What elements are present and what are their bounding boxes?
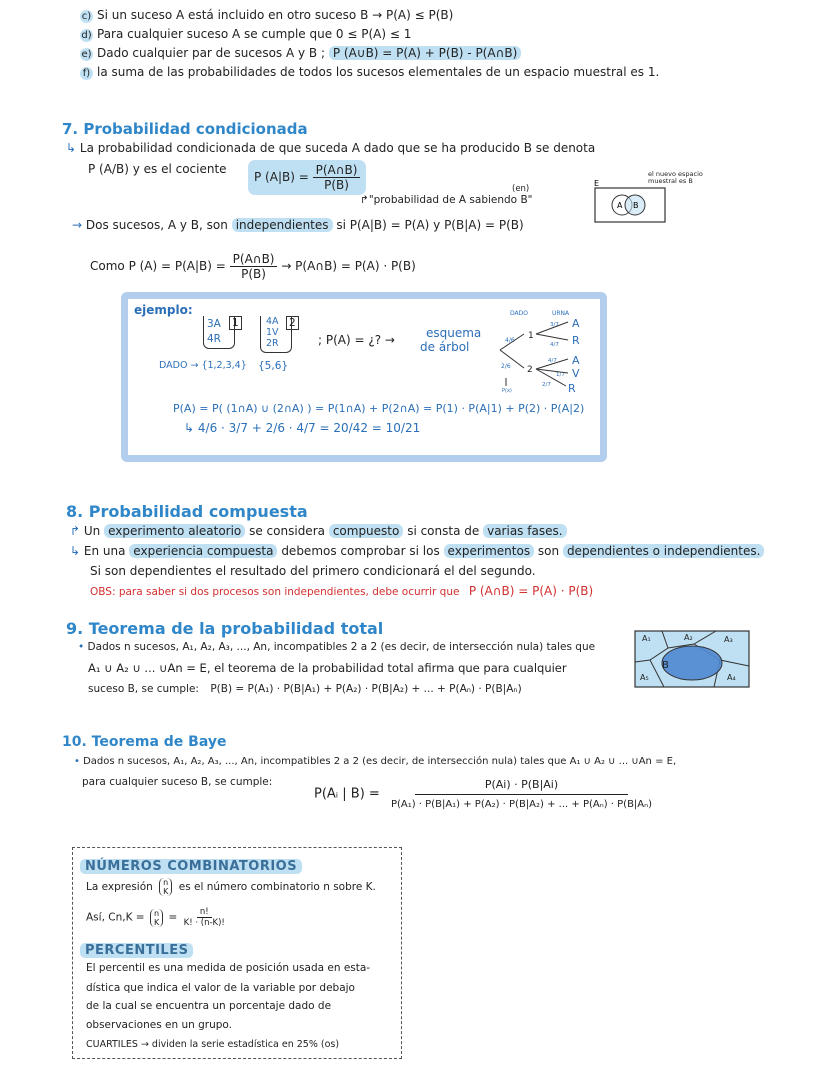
s8-l1-d: compuesto (329, 524, 404, 538)
s7-indep-pre: Dos sucesos, A y B, son (85, 218, 228, 232)
percentiles-line1: El percentil es una medida de posición usada en esta- (86, 962, 371, 974)
s8-l1-e: si consta de (407, 524, 480, 538)
partition-b-ellipse (662, 646, 722, 680)
s7-indep-formula: P(A|B) = P(A) y P(B|A) = P(B) (349, 218, 524, 232)
tree-a2: 4/7 (548, 358, 557, 364)
urn-2-mid: 1V (266, 327, 279, 338)
s8-l2-b: experiencia compuesta (129, 544, 277, 558)
s7-indep-post: si (336, 218, 346, 232)
venn-b-label: B (633, 201, 639, 210)
property-f (80, 65, 659, 80)
s8-line3: Si son dependientes el resultado del primero condicionará el del segundo. (90, 564, 536, 578)
partition-b: B (662, 660, 669, 671)
s7-line2: P (A/B) y es el cociente (88, 162, 227, 176)
s10-line2: para cualquier suceso B, se cumple: (82, 776, 273, 788)
s9-line1 (78, 641, 595, 653)
branch-arrow-icon-2: ↳ (70, 544, 81, 558)
s7-como-lhs: Como P (A) = P(A|B) = (90, 259, 226, 273)
tree-v2: 1/7 (556, 372, 565, 378)
property-d-letter: d) (81, 30, 92, 41)
percentiles-title (80, 939, 193, 958)
s9-line1-text: Dados n sucesos, A₁, A₂, A₃, ..., An, incompatibles 2 a 2 (es decir, de intersección nula) tales que (87, 641, 596, 653)
s7-independence (72, 218, 524, 232)
property-e-letter: e) (81, 49, 92, 60)
binomial-n: n (163, 878, 169, 887)
combinatorics-line2-a: Así, Cn,K = (86, 911, 145, 924)
venn-note: el nuevo espacio muestral es B (648, 170, 703, 185)
property-d-text: Para cualquier suceso A se cumple que 0 ≤ P(A) ≤ 1 (97, 27, 412, 41)
example-eq2-text: 4/6 · 3/7 + 2/6 · 4/7 = 20/42 = 10/21 (197, 421, 421, 435)
partition-diagram-icon (634, 630, 750, 688)
binomial-symbol-2 (150, 909, 163, 927)
urn-2-number: 2 (286, 316, 299, 330)
combinatorics-line2: Así, Cn,K = n K = $\frac{n!}{K! \cdot (n-K)!}$ (86, 907, 228, 928)
tree-leaf-a2: A (572, 354, 580, 367)
s9-formula: P(B) = P(A₁) · P(B|A₁) + P(A₂) · P(B|A₂) + ... + P(Aₙ) · P(B|Aₙ) (210, 683, 522, 695)
combinatorics-den: K! · (n-K)! (183, 918, 225, 928)
section-9-title: 9. Teorema de la probabilidad total (66, 619, 384, 638)
tree-node-2: 2 (527, 365, 533, 375)
urn2-set: {5,6} (258, 360, 289, 372)
s7-como-rhs: → P(A∩B) = P(A) · P(B) (281, 259, 416, 273)
combinatorics-line1-b: es el número combinatorio n sobre K. (178, 881, 376, 893)
venn-a-label: A (617, 201, 623, 210)
dado-set: DADO → {1,2,3,4} (159, 360, 247, 371)
binomial-symbol (159, 878, 172, 896)
s8-line1 (70, 524, 567, 538)
s9-line2: A₁ ∪ A₂ ∪ ... ∪An = E, el teorema de la probabilidad total afirma que para cualquier (88, 661, 567, 675)
property-d (80, 27, 411, 42)
property-c-letter: c) (81, 11, 92, 22)
urn-1-number: 1 (229, 316, 242, 330)
conditional-formula-num: P(A∩B) (313, 163, 361, 178)
conditional-formula-den: P(B) (324, 178, 349, 192)
bayes-fraction (388, 778, 655, 810)
s8-obs (90, 584, 593, 598)
tree-r1: 4/7 (550, 342, 559, 348)
conditional-formula-lhs: P (A|B) = (254, 170, 309, 184)
s8-obs-text: OBS: para saber si dos procesos son independientes, debe ocurrir que (90, 586, 460, 598)
s9-line3-text: suceso B, se cumple: (88, 683, 199, 695)
s10-line1-text: Dados n sucesos, A₁, A₂, A₃, ..., An, incompatibles 2 a 2 (es decir, de intersección nula) tales que A₁ ∪ A₂ ∪ ... ∪An = E, (83, 756, 677, 767)
s8-l1-b: experimento aleatorio (104, 524, 245, 538)
property-c-text: Si un suceso A está incluido en otro suceso B → P(A) ≤ P(B) (97, 8, 454, 22)
bullet-icon-2: • (74, 756, 80, 767)
partition-a3: A₃ (724, 635, 733, 644)
property-f-text: la suma de las probabilidades de todos los sucesos elementales de un espacio muestral es 1. (97, 65, 660, 79)
section-10-title: 10. Teorema de Baye (62, 734, 227, 750)
partition-a1: A₁ (642, 634, 651, 643)
esquema-label: esquema (426, 326, 482, 340)
example-label: ejemplo: (134, 303, 193, 317)
bayes-num: P(Ai) · P(B|Ai) (415, 778, 628, 795)
binomial-n-2: n (153, 908, 160, 918)
property-c (80, 8, 453, 23)
combinatorics-num: n! (197, 907, 212, 918)
property-f-letter: f) (80, 67, 93, 80)
example-eq1: P(A) = P( (1∩A) ∪ (2∩A) ) = P(1∩A) + P(2∩A) = P(1) · P(A|1) + P(2) · P(A|2) (173, 402, 585, 415)
combinatorics-line1-a: La expresión (86, 881, 153, 893)
tree-dado-label: DADO (510, 310, 528, 317)
curved-arrow-icon: ↱ (360, 194, 369, 206)
s7-como (90, 252, 416, 281)
tree-leaf-r1: R (572, 334, 580, 347)
tree-px-label: P(x) (502, 388, 512, 394)
de-arbol-label: de árbol (420, 340, 470, 354)
combinatorics-title (80, 855, 302, 874)
partition-a5: A₅ (640, 673, 649, 682)
tree-p2: 2/6 (501, 363, 511, 370)
s7-indep-word: independientes (232, 218, 333, 232)
s7-como-den: P(B) (241, 267, 266, 281)
urn-1-bottom: 4R (207, 333, 221, 345)
tree-node-1: 1 (528, 331, 534, 341)
property-e-text: Dado cualquier par de sucesos A y B ; (97, 46, 326, 60)
s8-l2-a: En una (83, 544, 126, 558)
partition-a2: A₂ (684, 633, 693, 642)
s7-annotation-text: "probabilidad de A sabiendo B" (368, 194, 533, 206)
arrow-icon: ↳ (66, 141, 77, 155)
tree-leaf-v2: V (572, 367, 580, 380)
s7-line1-text: La probabilidad condicionada de que suceda A dado que se ha producido B se denota (79, 141, 596, 155)
s8-l1-f: varias fases. (483, 524, 566, 538)
s9-line3 (88, 683, 522, 695)
conditional-formula-fraction (313, 163, 361, 192)
s8-l2-d: experimentos (444, 544, 535, 558)
example-eq2 (184, 421, 420, 435)
urn-2-bottom: 2R (266, 338, 279, 349)
combinatorics-title-text: NÚMEROS COMBINATORIOS (80, 859, 302, 874)
bayes-formula (314, 778, 655, 810)
binomial-k-2: K (153, 917, 160, 927)
tree-diagram (490, 306, 600, 398)
tree-leaf-r2: R (568, 382, 576, 395)
percentiles-line2: dística que indica el valor de la variable por debajo (86, 982, 355, 994)
s8-obs-formula: P (A∩B) = P(A) · P(B) (468, 584, 594, 598)
percentiles-line4: observaciones en un grupo. (86, 1019, 233, 1031)
bullet-icon: • (78, 641, 85, 653)
example-question: ; P(A) = ¿? → (318, 333, 395, 347)
s7-line1 (66, 141, 595, 155)
section-8-title: 8. Probabilidad compuesta (66, 502, 308, 521)
urn-2-top: 4A (266, 316, 279, 327)
arrow-right-icon: → (72, 218, 83, 232)
combinatorics-fraction (181, 907, 228, 928)
return-arrow-icon: ↳ (184, 421, 195, 435)
venn-e-label: E (594, 179, 600, 188)
conditional-formula (248, 160, 366, 195)
tree-p1: 4/6 (505, 337, 515, 344)
property-e-formula: P (A∪B) = P(A) + P(B) - P(A∩B) (329, 46, 521, 60)
s8-l2-c: debemos comprobar si los (281, 544, 440, 558)
branch-arrow-icon: ↱ (70, 524, 81, 538)
s7-como-fraction (230, 252, 278, 281)
binomial-k: K (163, 887, 169, 896)
tree-branch-2v (536, 369, 568, 373)
tree-urna-label: URNA (552, 310, 570, 317)
urn-1-top: 3A (207, 318, 221, 330)
tree-a1: 3/7 (550, 322, 559, 328)
s8-l1-a: Un (83, 524, 101, 538)
tree-branch-1r (536, 334, 568, 340)
s7-annotation (360, 194, 532, 206)
percentiles-line3: de la cual se encuentra un porcentaje dado de (86, 1000, 332, 1012)
s8-l2-f: dependientes o independientes. (563, 544, 765, 558)
s8-l2-e: son (537, 544, 560, 558)
s8-line2 (70, 544, 764, 558)
percentiles-title-text: PERCENTILES (80, 943, 193, 958)
s8-l1-c: se considera (249, 524, 325, 538)
s7-annotation-en: (en) (512, 184, 530, 194)
bayes-den: P(A₁) · P(B|A₁) + P(A₂) · P(B|A₂) + ... + P(Aₙ) · P(B|Aₙ) (390, 799, 653, 810)
tree-r2: 2/7 (542, 382, 551, 388)
tree-leaf-a1: A (572, 317, 580, 330)
bayes-lhs: P(Aᵢ | B) = (314, 786, 380, 802)
partition-a4: A₄ (727, 673, 736, 682)
s10-line1 (74, 756, 676, 767)
section-7-title: 7. Probabilidad condicionada (62, 120, 308, 138)
combinatorics-line1 (86, 878, 376, 896)
s7-como-num: P(A∩B) (230, 252, 278, 267)
cuartiles-line: CUARTILES → dividen la serie estadística en 25% (os) (86, 1039, 340, 1050)
property-e (80, 46, 521, 61)
